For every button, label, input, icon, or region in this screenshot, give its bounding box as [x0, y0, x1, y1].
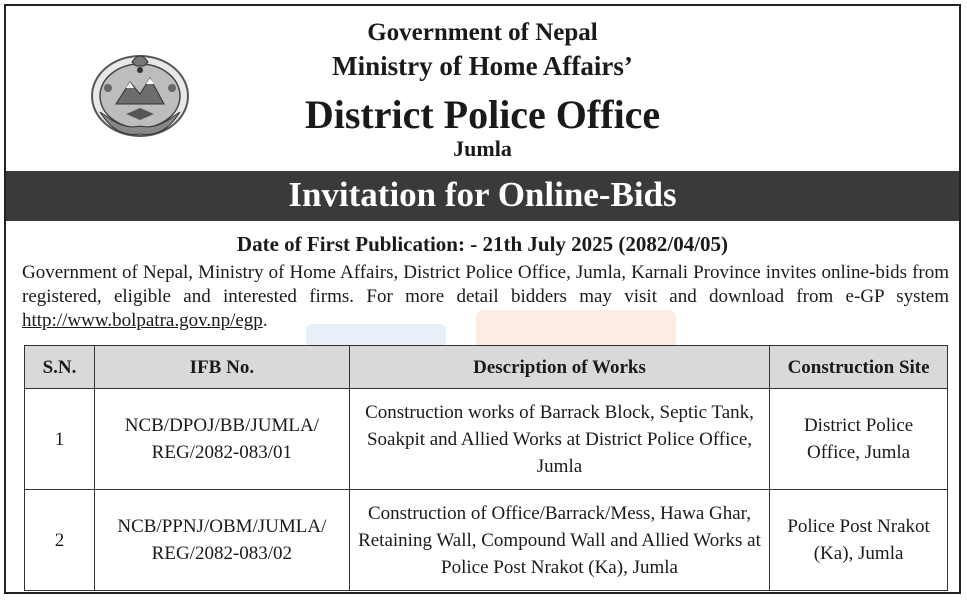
col-header-sn: S.N. — [25, 346, 95, 389]
header-government: Government of Nepal — [367, 19, 598, 46]
cell-ifb: NCB/DPOJ/BB/JUMLA/ REG/2082-083/01 — [94, 389, 349, 490]
header-office: District Police Office — [304, 92, 661, 137]
notice-header — [6, 6, 959, 171]
intro-text: Government of Nepal, Ministry of Home Affairs, District Police Office, Jumla, Karnali Province invites online-bids from registered, eligible and interested firms. For more detail bidders may visit and download from e-GP system — [22, 262, 949, 307]
cell-description: Construction of Office/Barrack/Mess, Hawa Ghar, Retaining Wall, Compound Wall and Allied Works at Police Post Nrakot (Ka), Jumla — [349, 490, 769, 591]
publication-date: Date of First Publication: - 21th July 2025 (2082/04/05) — [236, 232, 729, 256]
header-location: Jumla — [453, 136, 512, 161]
cell-site: District Police Office, Jumla — [770, 389, 948, 490]
notice-frame — [4, 4, 961, 594]
cell-ifb: NCB/PPNJ/OBM/JUMLA/ REG/2082-083/02 — [94, 490, 349, 591]
cell-sn: 1 — [25, 389, 95, 490]
table-row — [25, 389, 948, 490]
col-header-ifb: IFB No. — [94, 346, 349, 389]
table-row — [25, 490, 948, 591]
intro-paragraph — [22, 261, 949, 333]
table-header-row — [25, 346, 948, 389]
col-header-description: Description of Works — [349, 346, 769, 389]
cell-site: Police Post Nrakot (Ka), Jumla — [770, 490, 948, 591]
egp-link[interactable]: http://www.bolpatra.gov.np/egp — [22, 310, 263, 331]
notice-title-banner: Invitation for Online-Bids — [6, 171, 959, 221]
intro-end: . — [262, 310, 268, 331]
header-ministry: Ministry of Home Affairs’ — [332, 51, 633, 81]
col-header-site: Construction Site — [770, 346, 948, 389]
bids-table — [24, 345, 948, 591]
cell-description: Construction works of Barrack Block, Septic Tank, Soakpit and Allied Works at District Police Office, Jumla — [349, 389, 769, 490]
cell-sn: 2 — [25, 490, 95, 591]
